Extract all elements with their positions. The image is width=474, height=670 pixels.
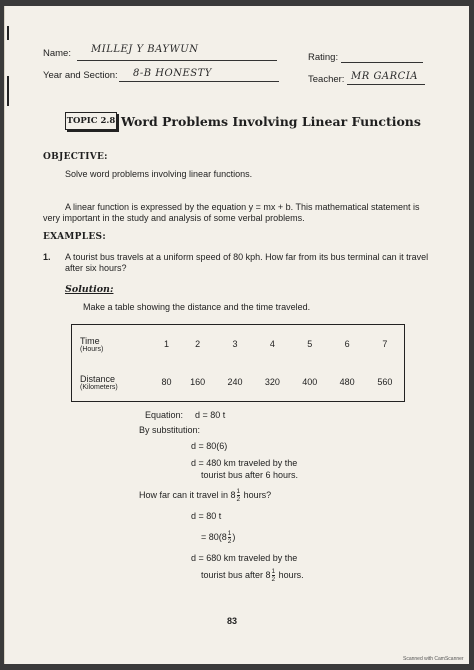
distance-label: Distance — [80, 373, 116, 384]
step-3: d = 80 t — [191, 511, 222, 521]
step-5-suffix: hours. — [276, 569, 304, 580]
fraction-denominator: 2 — [271, 576, 276, 583]
table-cell: 320 — [264, 377, 280, 387]
fraction-numerator: 1 — [271, 568, 276, 575]
table-row-time — [72, 325, 405, 364]
table-cell: 4 — [269, 339, 275, 349]
table-cell: 1 — [163, 339, 169, 349]
section-underline — [119, 81, 279, 82]
example-problem: A tourist bus travels at a uniform speed of 80 kph. How far from its bus terminal can it travel after six hours? — [65, 252, 429, 273]
examples-heading: EXAMPLES: — [43, 232, 106, 242]
fraction — [228, 530, 232, 545]
step-4-prefix: = 80(8 — [201, 531, 227, 542]
step-5-cont — [201, 568, 304, 583]
table-cell: 2 — [195, 339, 201, 349]
table-row-distance — [72, 363, 405, 402]
section-label: Year and Section: — [43, 70, 118, 81]
step-4-suffix: ) — [232, 531, 236, 542]
question-suffix: hours? — [241, 489, 272, 500]
worksheet-page — [4, 6, 469, 664]
substitution-label: By substitution: — [139, 425, 201, 435]
step-5: d = 680 km traveled by the — [191, 553, 298, 563]
table-row-label — [72, 363, 155, 402]
table-cell: 560 — [377, 377, 393, 387]
question-line — [139, 488, 271, 503]
table-cell: 5 — [307, 339, 313, 349]
step-5-prefix: tourist bus after 8 — [201, 569, 271, 580]
distance-time-table — [71, 324, 405, 402]
time-unit: (Hours) — [80, 345, 104, 353]
table-row-label — [72, 325, 155, 364]
equation: d = 80 t — [195, 410, 226, 420]
page-number: 83 — [227, 616, 238, 626]
name-value: MILLEJ Y BAYWUN — [91, 44, 199, 55]
question-prefix: How far can it travel in 8 — [139, 489, 236, 500]
substitution-step-2-cont: tourist bus after 6 hours. — [201, 470, 299, 480]
topic-title: Word Problems Involving Linear Functions — [121, 114, 421, 129]
teacher-underline — [347, 84, 425, 85]
table-cell: 400 — [302, 377, 318, 387]
table-cell: 6 — [344, 339, 350, 349]
solution-instruction: Make a table showing the distance and the time traveled. — [83, 302, 311, 312]
intro-paragraph: A linear function is expressed by the equation y = mx + b. This mathematical statement is very important in the study and analysis of some verbal problems. — [43, 202, 420, 223]
example-number: 1. — [43, 252, 51, 262]
binding-mark — [7, 76, 9, 106]
table-cell: 80 — [161, 377, 172, 387]
fraction-denominator: 2 — [236, 496, 241, 503]
fraction-numerator: 1 — [227, 530, 232, 537]
section-value: 8-B HONESTY — [133, 68, 212, 79]
fraction-denominator: 2 — [227, 538, 232, 545]
solution-heading: Solution: — [65, 284, 114, 295]
teacher-label: Teacher: — [308, 74, 345, 85]
table-cell: 480 — [339, 377, 355, 387]
fraction — [272, 568, 276, 583]
table-cell: 7 — [382, 339, 388, 349]
substitution-step-1: d = 80(6) — [191, 441, 228, 451]
step-4 — [201, 530, 235, 545]
name-label: Name: — [43, 48, 71, 59]
objective-text: Solve word problems involving linear functions. — [65, 169, 253, 179]
binding-mark — [7, 26, 9, 40]
distance-unit: (Kilometers) — [80, 383, 118, 391]
name-underline — [77, 60, 277, 61]
objective-heading: OBJECTIVE: — [43, 152, 108, 162]
table-cell: 160 — [190, 377, 206, 387]
rating-label: Rating: — [308, 52, 339, 63]
rating-underline — [341, 62, 423, 63]
topic-badge — [65, 112, 117, 130]
table-cell: 240 — [227, 377, 243, 387]
table-cell: 3 — [232, 339, 238, 349]
scanned-watermark: Scanned with CamScanner — [403, 656, 464, 662]
equation-label: Equation: — [145, 410, 184, 420]
topic-badge-text: TOPIC 2.8 — [66, 116, 116, 126]
fraction-numerator: 1 — [236, 488, 241, 495]
time-label: Time — [80, 335, 100, 346]
teacher-value: MR GARCIA — [351, 71, 419, 82]
substitution-step-2: d = 480 km traveled by the — [191, 458, 298, 468]
fraction — [237, 488, 241, 503]
